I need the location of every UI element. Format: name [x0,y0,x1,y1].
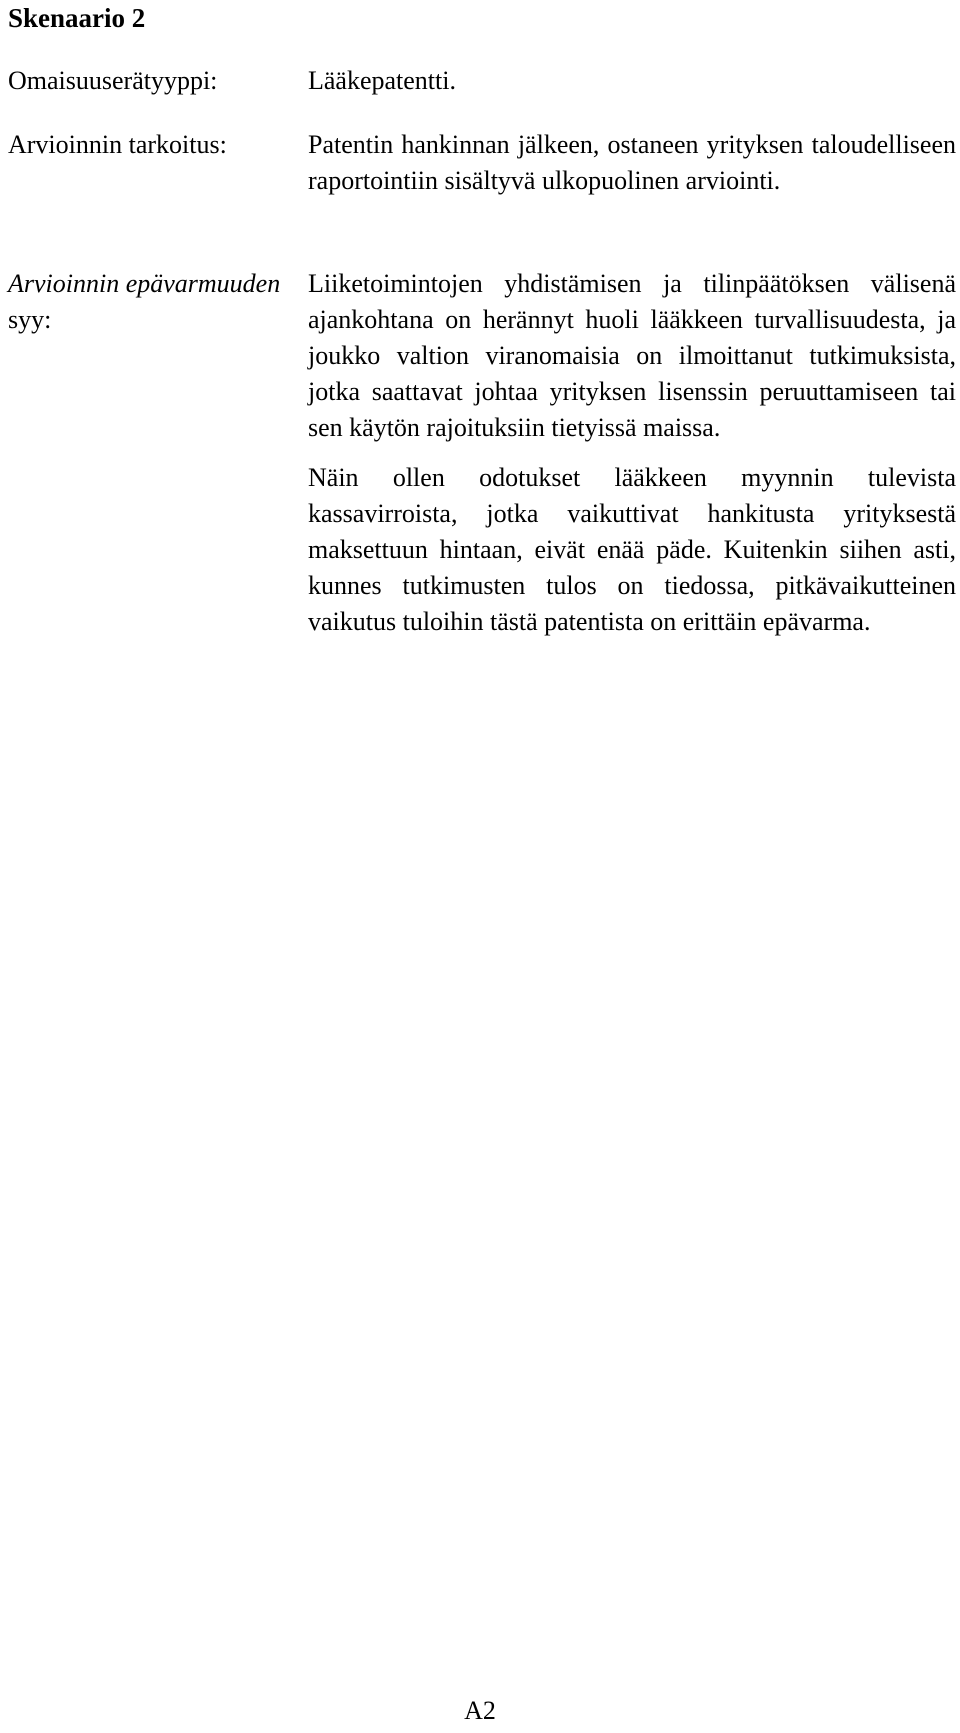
uncertainty-label-italic: Arvioinnin epävarmuuden [8,269,281,298]
uncertainty-paragraph-1: Liiketoimintojen yhdistämisen ja tilinpäätöksen välisenä ajankohtana on herännyt huoli lääkkeen turvallisuudesta, ja joukko valtion viranomaisia on ilmoittanut tutkimuksista, jotka saattavat johtaa yrityksen lisenssin peruuttamiseen tai sen käytön rajoituksiin tietyissä maissa. [308,269,956,442]
uncertainty-label [8,266,308,640]
purpose-row [8,127,958,199]
purpose-value [308,127,956,199]
page-title: Skenaario 2 [8,3,146,33]
page-number: A2 [464,1696,496,1725]
uncertainty-value [308,266,956,640]
asset-type-row [8,63,958,99]
purpose-text: Patentin hankinnan jälkeen, ostaneen yrityksen taloudelliseen raportointiin sisältyvä ulkopuolinen arviointi. [308,130,956,195]
uncertainty-label-plain: syy: [8,305,52,334]
purpose-label: Arvioinnin tarkoitus: [8,130,227,159]
asset-type-text: Lääkepatentti. [308,66,456,95]
uncertainty-paragraph-2: Näin ollen odotukset lääkkeen myynnin tulevista kassavirroista, jotka vaikuttivat hankitusta yrityksestä maksettuun hintaan, eivät enää päde. Kuitenkin siihen asti, kunnes tutkimusten tulos on tiedossa, pitkävaikutteinen vaikutus tuloihin tästä patentista on erittäin epävarma. [308,463,956,636]
asset-type-value [308,63,956,99]
asset-type-label: Omaisuuserätyyppi: [8,66,218,95]
uncertainty-row [8,266,958,640]
